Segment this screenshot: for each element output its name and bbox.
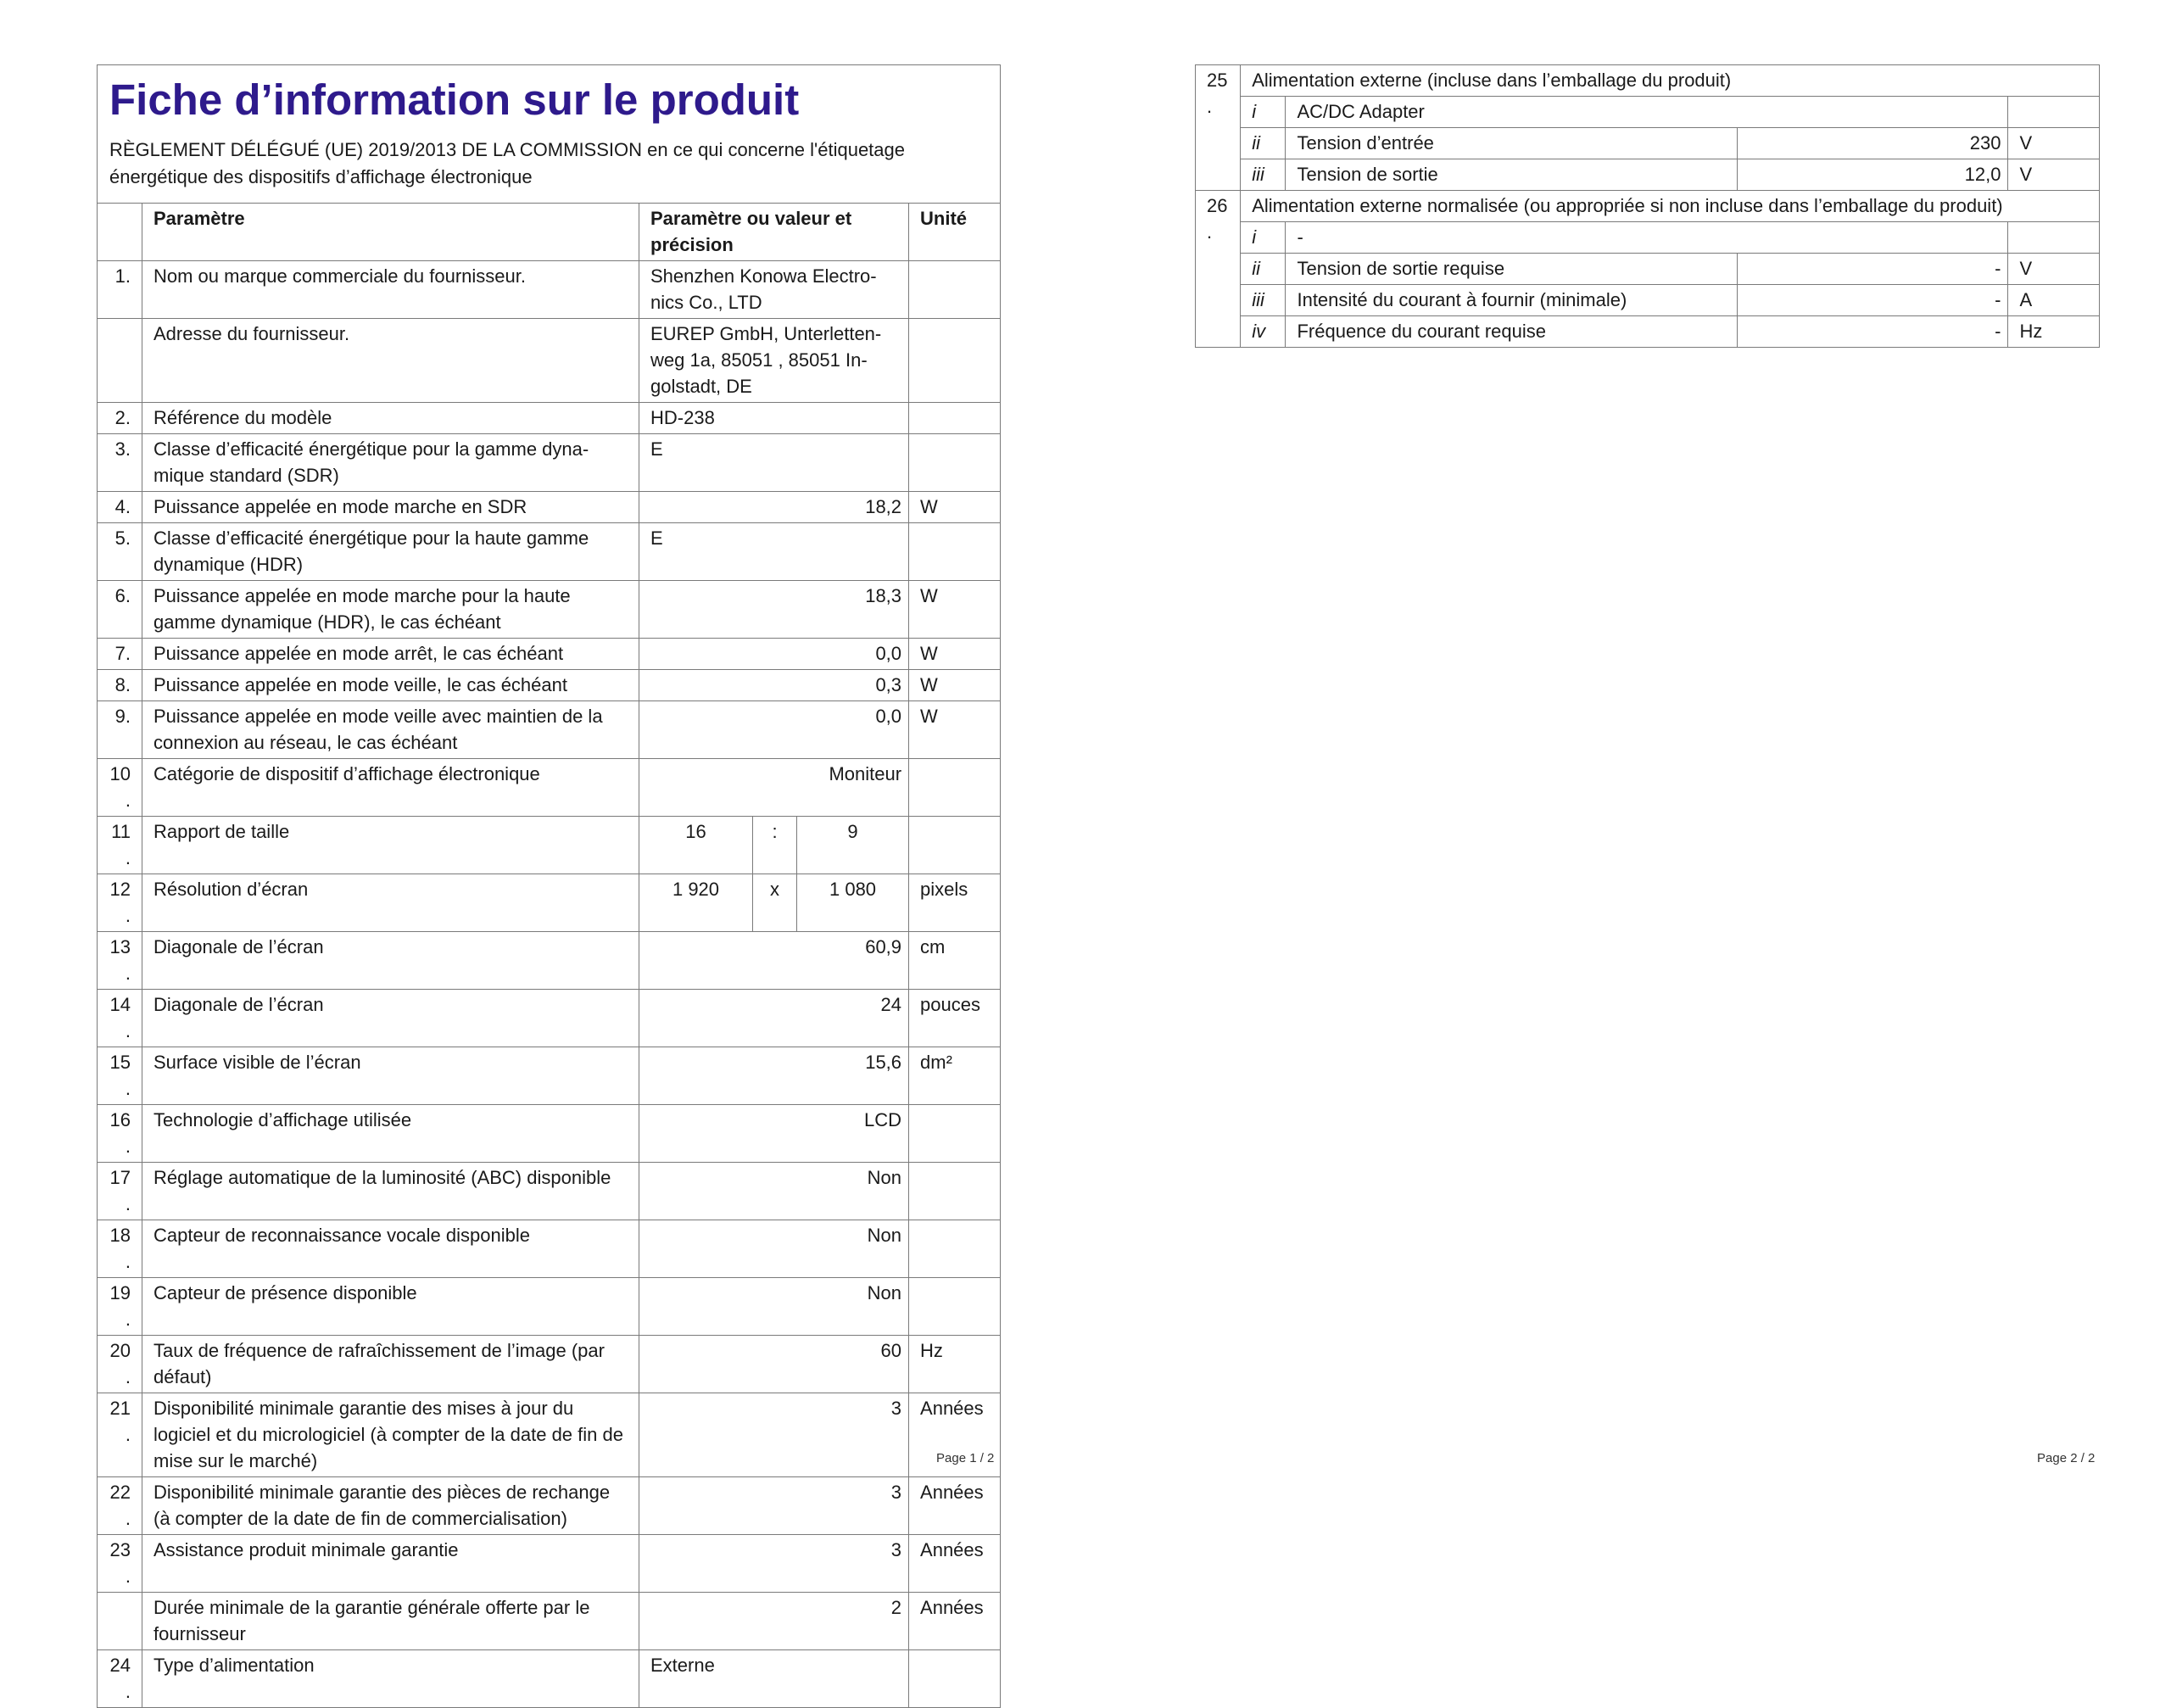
- header-param: Paramètre: [142, 204, 639, 261]
- row-number: 13.: [98, 932, 142, 990]
- row-value-b: 1 080: [797, 874, 909, 932]
- row-label: Tension de sortie requise: [1286, 254, 1737, 285]
- table-row: [1196, 254, 2100, 285]
- row-value: 230: [1737, 128, 2007, 159]
- row-value: E: [639, 434, 909, 492]
- row-unit: [909, 1220, 1001, 1278]
- row-label: Disponibilité minimale garantie des mises à jour du logiciel et du micrologiciel (à compter de la date de fin de mise sur le marché): [142, 1393, 639, 1477]
- row-label: Classe d’efficacité énergétique pour la haute gamme dynamique (HDR): [142, 523, 639, 581]
- row-unit: W: [909, 639, 1001, 670]
- row-label: Surface visible de l’écran: [142, 1047, 639, 1105]
- table-row: [98, 817, 1001, 874]
- row-value: 12,0: [1737, 159, 2007, 191]
- row-number: 23.: [98, 1535, 142, 1593]
- table-row: [98, 1220, 1001, 1278]
- row-value: 18,3: [639, 581, 909, 639]
- row-number: 19.: [98, 1278, 142, 1336]
- row-label: Adresse du fournisseur.: [142, 319, 639, 403]
- row-value: -: [1737, 316, 2007, 348]
- row-value: Moniteur: [639, 759, 909, 817]
- row-value: 15,6: [639, 1047, 909, 1105]
- row-label: Classe d’efficacité énergétique pour la gamme dynamique standard (SDR): [142, 434, 639, 492]
- row-value: Non: [639, 1220, 909, 1278]
- row-number: 16.: [98, 1105, 142, 1163]
- header-unit: Unité: [909, 204, 1001, 261]
- section-number: 26.: [1196, 191, 1241, 348]
- row-unit: dm²: [909, 1047, 1001, 1105]
- row-unit: [2008, 222, 2100, 254]
- row-value: 18,2: [639, 492, 909, 523]
- row-number: 11.: [98, 817, 142, 874]
- table-row: [1196, 97, 2100, 128]
- row-value: HD-238: [639, 403, 909, 434]
- row-unit: W: [909, 581, 1001, 639]
- table-row: [1196, 285, 2100, 316]
- row-number: 7.: [98, 639, 142, 670]
- row-unit: V: [2008, 128, 2100, 159]
- row-value: 0,3: [639, 670, 909, 701]
- row-unit: [909, 1278, 1001, 1336]
- row-label: Durée minimale de la garantie générale offerte par le fournisseur: [142, 1593, 639, 1650]
- row-number: 4.: [98, 492, 142, 523]
- table-row: [98, 1593, 1001, 1650]
- row-number: 21.: [98, 1393, 142, 1477]
- row-value: LCD: [639, 1105, 909, 1163]
- row-label: -: [1286, 222, 2008, 254]
- table-row: [98, 1278, 1001, 1336]
- row-label: Taux de fréquence de rafraîchissement de l’image (par défaut): [142, 1336, 639, 1393]
- row-unit: [909, 1105, 1001, 1163]
- header-num: [98, 204, 142, 261]
- regulation-subtitle: RÈGLEMENT DÉLÉGUÉ (UE) 2019/2013 DE LA COMMISSION en ce qui concerne l'étiquetage énergétique des dispositifs d’affichage électronique: [109, 139, 905, 187]
- table-row: [98, 701, 1001, 759]
- row-value: 0,0: [639, 701, 909, 759]
- table-row: [98, 1650, 1001, 1708]
- row-unit: W: [909, 670, 1001, 701]
- table-row: [98, 403, 1001, 434]
- row-label: Capteur de présence disponible: [142, 1278, 639, 1336]
- table-row: [98, 581, 1001, 639]
- row-unit: [909, 759, 1001, 817]
- row-value: 2: [639, 1593, 909, 1650]
- parameter-table: [97, 203, 1001, 1708]
- row-unit: cm: [909, 932, 1001, 990]
- row-unit: pixels: [909, 874, 1001, 932]
- row-number: 6.: [98, 581, 142, 639]
- page-number-2: Page 2 / 2: [2037, 1451, 2096, 1465]
- row-number: 10.: [98, 759, 142, 817]
- row-number: 2.: [98, 403, 142, 434]
- table-row: [98, 639, 1001, 670]
- row-unit: [909, 403, 1001, 434]
- row-unit: Hz: [2008, 316, 2100, 348]
- table-row: [98, 1105, 1001, 1163]
- table-row: [98, 1393, 1001, 1477]
- product-info-sheet-page-1: [97, 64, 1001, 1708]
- row-value: -: [1737, 285, 2007, 316]
- row-label: Puissance appelée en mode veille avec maintien de la connexion au réseau, le cas échéant: [142, 701, 639, 759]
- row-label: Disponibilité minimale garantie des pièces de rechange (à compter de la date de fin de commercialisation): [142, 1477, 639, 1535]
- table-header-row: [98, 204, 1001, 261]
- row-number: [98, 1593, 142, 1650]
- row-number: 14.: [98, 990, 142, 1047]
- row-unit: V: [2008, 254, 2100, 285]
- table-row: [98, 261, 1001, 319]
- row-value: 3: [639, 1477, 909, 1535]
- power-supply-table: [1195, 64, 2100, 348]
- table-row: [98, 874, 1001, 932]
- row-value: Non: [639, 1163, 909, 1220]
- section-title: Alimentation externe normalisée (ou appropriée si non incluse dans l’emballage du produit): [1241, 191, 2100, 222]
- row-label: Réglage automatique de la luminosité (ABC) disponible: [142, 1163, 639, 1220]
- row-label: Tension d’entrée: [1286, 128, 1737, 159]
- table-row: [98, 932, 1001, 990]
- row-unit: Années: [909, 1535, 1001, 1593]
- row-label: Intensité du courant à fournir (minimale): [1286, 285, 1737, 316]
- row-value-a: 1 920: [639, 874, 753, 932]
- table-row: [98, 523, 1001, 581]
- row-value: 3: [639, 1535, 909, 1593]
- table-row: [1196, 316, 2100, 348]
- row-number: 12.: [98, 874, 142, 932]
- row-value: Shenzhen Konowa Electronics Co., LTD: [639, 261, 909, 319]
- row-label: Assistance produit minimale garantie: [142, 1535, 639, 1593]
- row-value-b: 9: [797, 817, 909, 874]
- row-number: [98, 319, 142, 403]
- row-subindex: ii: [1241, 254, 1286, 285]
- row-value-separator: :: [753, 817, 797, 874]
- table-row: [98, 670, 1001, 701]
- row-label: Puissance appelée en mode arrêt, le cas échéant: [142, 639, 639, 670]
- table-row: [98, 1047, 1001, 1105]
- table-row: [1196, 128, 2100, 159]
- row-label: Fréquence du courant requise: [1286, 316, 1737, 348]
- page-title: Fiche d’information sur le produit: [109, 75, 800, 124]
- row-number: 3.: [98, 434, 142, 492]
- row-value: Externe: [639, 1650, 909, 1708]
- row-number: 9.: [98, 701, 142, 759]
- parameter-rows: [98, 261, 1001, 1708]
- row-number: 20.: [98, 1336, 142, 1393]
- row-number: 24.: [98, 1650, 142, 1708]
- row-label: Technologie d’affichage utilisée: [142, 1105, 639, 1163]
- row-subindex: ii: [1241, 128, 1286, 159]
- row-number: 8.: [98, 670, 142, 701]
- row-value: EUREP GmbH, Unterlettenweg 1a, 85051 , 85051 Ingolstadt, DE: [639, 319, 909, 403]
- row-value: Non: [639, 1278, 909, 1336]
- row-label: Référence du modèle: [142, 403, 639, 434]
- row-unit: [909, 1163, 1001, 1220]
- row-label: Nom ou marque commerciale du fournisseur.: [142, 261, 639, 319]
- row-subindex: iii: [1241, 159, 1286, 191]
- row-subindex: i: [1241, 97, 1286, 128]
- table-row: [98, 492, 1001, 523]
- page-number: Page 1 / 2: [936, 1451, 995, 1465]
- row-unit: [909, 817, 1001, 874]
- row-subindex: iii: [1241, 285, 1286, 316]
- table-row: [98, 434, 1001, 492]
- table-row: [98, 1477, 1001, 1535]
- header-value: Paramètre ou valeur et précision: [639, 204, 909, 261]
- section-header-row: [1196, 191, 2100, 222]
- row-value: -: [1737, 254, 2007, 285]
- row-unit: [909, 319, 1001, 403]
- row-unit: [909, 261, 1001, 319]
- power-supply-rows: [1196, 65, 2100, 348]
- row-unit: pouces: [909, 990, 1001, 1047]
- row-number: 18.: [98, 1220, 142, 1278]
- table-row: [1196, 222, 2100, 254]
- section-title: Alimentation externe (incluse dans l’emballage du produit): [1241, 65, 2100, 97]
- row-unit: A: [2008, 285, 2100, 316]
- row-unit: W: [909, 492, 1001, 523]
- row-label: Diagonale de l’écran: [142, 990, 639, 1047]
- section-header-row: [1196, 65, 2100, 97]
- row-unit: [909, 1650, 1001, 1708]
- header-box: [97, 64, 1001, 203]
- row-label: Puissance appelée en mode marche en SDR: [142, 492, 639, 523]
- row-label: Résolution d’écran: [142, 874, 639, 932]
- row-value-a: 16: [639, 817, 753, 874]
- table-row: [1196, 159, 2100, 191]
- row-value: 24: [639, 990, 909, 1047]
- row-label: Type d’alimentation: [142, 1650, 639, 1708]
- row-value: 3: [639, 1393, 909, 1477]
- row-number: 17.: [98, 1163, 142, 1220]
- product-info-sheet-page-2: [1195, 64, 2100, 348]
- row-number: 22.: [98, 1477, 142, 1535]
- row-label: Catégorie de dispositif d’affichage électronique: [142, 759, 639, 817]
- table-row: [98, 759, 1001, 817]
- row-unit: [909, 434, 1001, 492]
- row-number: 1.: [98, 261, 142, 319]
- row-value-separator: x: [753, 874, 797, 932]
- row-label: Tension de sortie: [1286, 159, 1737, 191]
- row-value: 60: [639, 1336, 909, 1393]
- row-unit: Années: [909, 1593, 1001, 1650]
- table-row: [98, 990, 1001, 1047]
- row-unit: Années: [909, 1393, 1001, 1477]
- row-label: Capteur de reconnaissance vocale disponible: [142, 1220, 639, 1278]
- row-label: Puissance appelée en mode marche pour la haute gamme dynamique (HDR), le cas échéant: [142, 581, 639, 639]
- table-row: [98, 1336, 1001, 1393]
- row-value: E: [639, 523, 909, 581]
- row-value: 60,9: [639, 932, 909, 990]
- row-label: Diagonale de l’écran: [142, 932, 639, 990]
- row-label: Puissance appelée en mode veille, le cas échéant: [142, 670, 639, 701]
- row-number: 15.: [98, 1047, 142, 1105]
- table-row: [98, 319, 1001, 403]
- row-number: 5.: [98, 523, 142, 581]
- row-unit: Hz: [909, 1336, 1001, 1393]
- row-label: AC/DC Adapter: [1286, 97, 2008, 128]
- row-value: 0,0: [639, 639, 909, 670]
- section-number: 25.: [1196, 65, 1241, 191]
- row-unit: Années: [909, 1477, 1001, 1535]
- row-unit: V: [2008, 159, 2100, 191]
- row-subindex: i: [1241, 222, 1286, 254]
- row-subindex: iv: [1241, 316, 1286, 348]
- row-unit: [2008, 97, 2100, 128]
- row-unit: W: [909, 701, 1001, 759]
- row-label: Rapport de taille: [142, 817, 639, 874]
- table-row: [98, 1535, 1001, 1593]
- table-row: [98, 1163, 1001, 1220]
- row-unit: [909, 523, 1001, 581]
